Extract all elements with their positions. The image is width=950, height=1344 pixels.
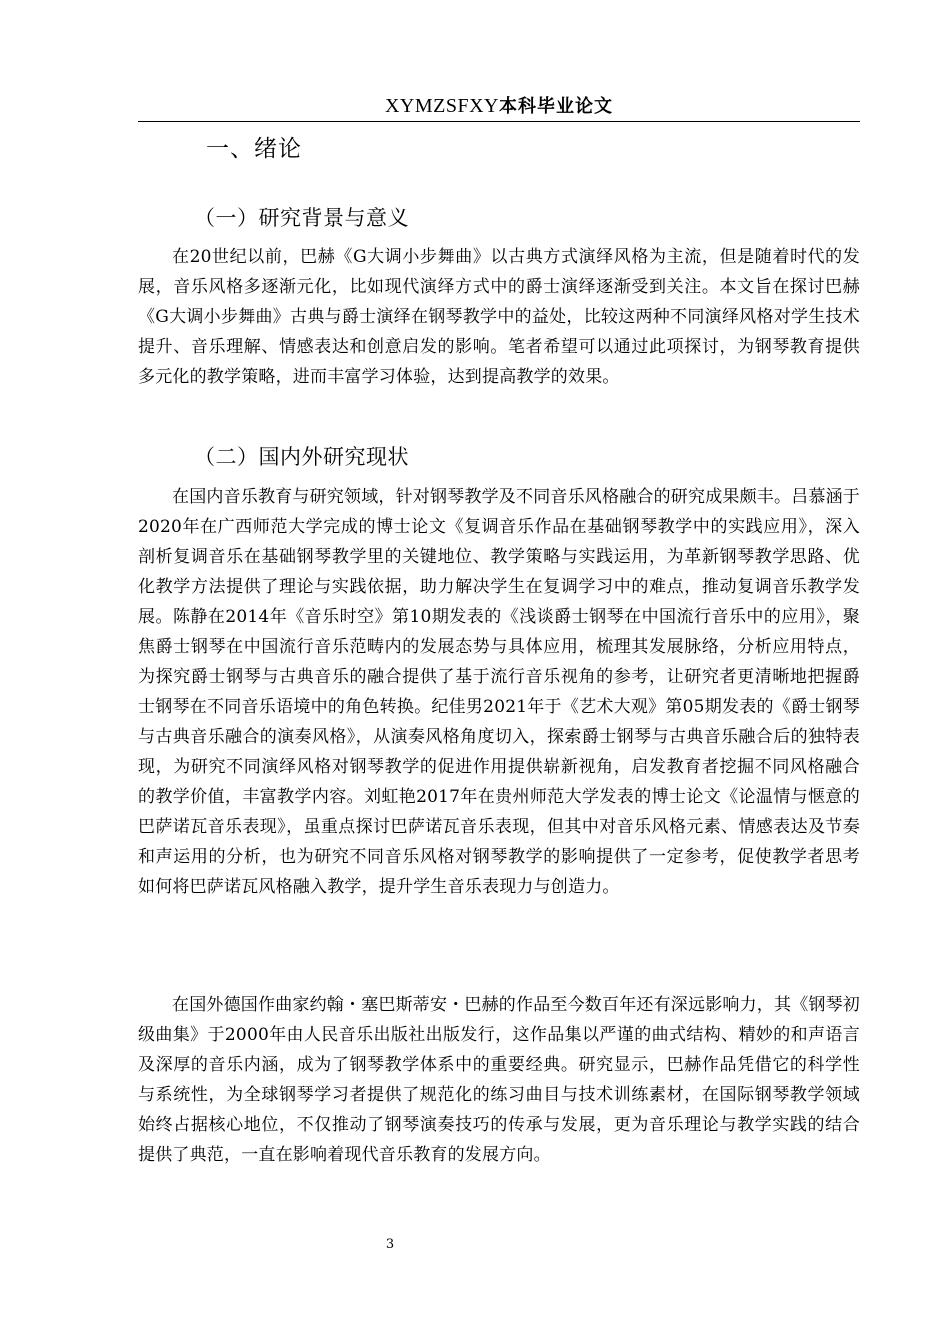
- section-heading-research-status: （二）国内外研究现状: [194, 445, 409, 469]
- header-divider: [138, 121, 860, 122]
- paragraph-background: 在20世纪以前，巴赫《G大调小步舞曲》以古典方式演绎风格为主流，但是随着时代的发展，音乐风格多逐渐元化，比如现代演绎方式中的爵士演绎逐渐受到关注。本文旨在探讨巴赫《G大调小步舞曲》古典与爵士演绎在钢琴教学中的益处，比较这两种不同演绎风格对学生技术提升、音乐理解、情感表达和创意启发的影响。笔者希望可以通过此项探讨，为钢琴教育提供多元化的教学策略，进而丰富学习体验，达到提高教学的效果。: [138, 247, 860, 387]
- section-heading-background: （一）研究背景与意义: [194, 206, 409, 230]
- chapter-title: 一、绪论: [206, 136, 302, 162]
- header-title: 本科毕业论文: [499, 96, 614, 117]
- page-header: [138, 92, 860, 121]
- paragraph-domestic-research: 在国内音乐教育与研究领域，针对钢琴教学及不同音乐风格融合的研究成果颇丰。吕慕涵于2020年在广西师范大学完成的博士论文《复调音乐作品在基础钢琴教学中的实践应用》，深入剖析复调音乐在基础钢琴教学里的关键地位、教学策略与实践运用，为革新钢琴教学思路、优化教学方法提供了理论与实践依据，助力解决学生在复调学习中的难点，推动复调音乐教学发展。陈静在2014年《音乐时空》第10期发表的《浅谈爵士钢琴在中国流行音乐中的应用》，聚焦爵士钢琴在中国流行音乐范畴内的发展态势与具体应用，梳理其发展脉络，分析应用特点，为探究爵士钢琴与古典音乐的融合提供了基于流行音乐视角的参考，让研究者更清晰地把握爵士钢琴在不同音乐语境中的角色转换。纪佳男2021年于《艺术大观》第05期发表的《爵士钢琴与古典音乐融合的演奏风格》，从演奏风格角度切入，探索爵士钢琴与古典音乐融合后的独特表现，为研究不同演绎风格对钢琴教学的促进作用提供崭新视角，启发教育者挖掘不同风格融合的教学价值，丰富教学内容。刘虹艳2017年在贵州师范大学发表的博士论文《论温情与惬意的巴萨诺瓦音乐表现》，虽重点探讨巴萨诺瓦音乐表现，但其中对音乐风格元素、情感表达及节奏和声运用的分析，也为研究不同音乐风格对钢琴教学的影响提供了一定参考，促使教学者思考如何将巴萨诺瓦风格融入教学，提升学生音乐表现力与创造力。: [138, 487, 860, 897]
- page-number: 3: [385, 1237, 395, 1252]
- paragraph-foreign-research: 在国外德国作曲家约翰・塞巴斯蒂安・巴赫的作品至今数百年还有深远影响力，其《钢琴初级曲集》于2000年由人民音乐出版社出版发行，这作品集以严谨的曲式结构、精妙的和声语言及深厚的音乐内涵，成为了钢琴教学体系中的重要经典。研究显示，巴赫作品凭借它的科学性与系统性，为全球钢琴学习者提供了规范化的练习曲目与技术训练素材，在国际钢琴教学领域始终占据核心地位，不仅推动了钢琴演奏技巧的传承与发展，更为音乐理论与教学实践的结合提供了典范，一直在影响着现代音乐教育的发展方向。: [138, 995, 860, 1165]
- header-code: XYMZSFXY: [384, 95, 500, 117]
